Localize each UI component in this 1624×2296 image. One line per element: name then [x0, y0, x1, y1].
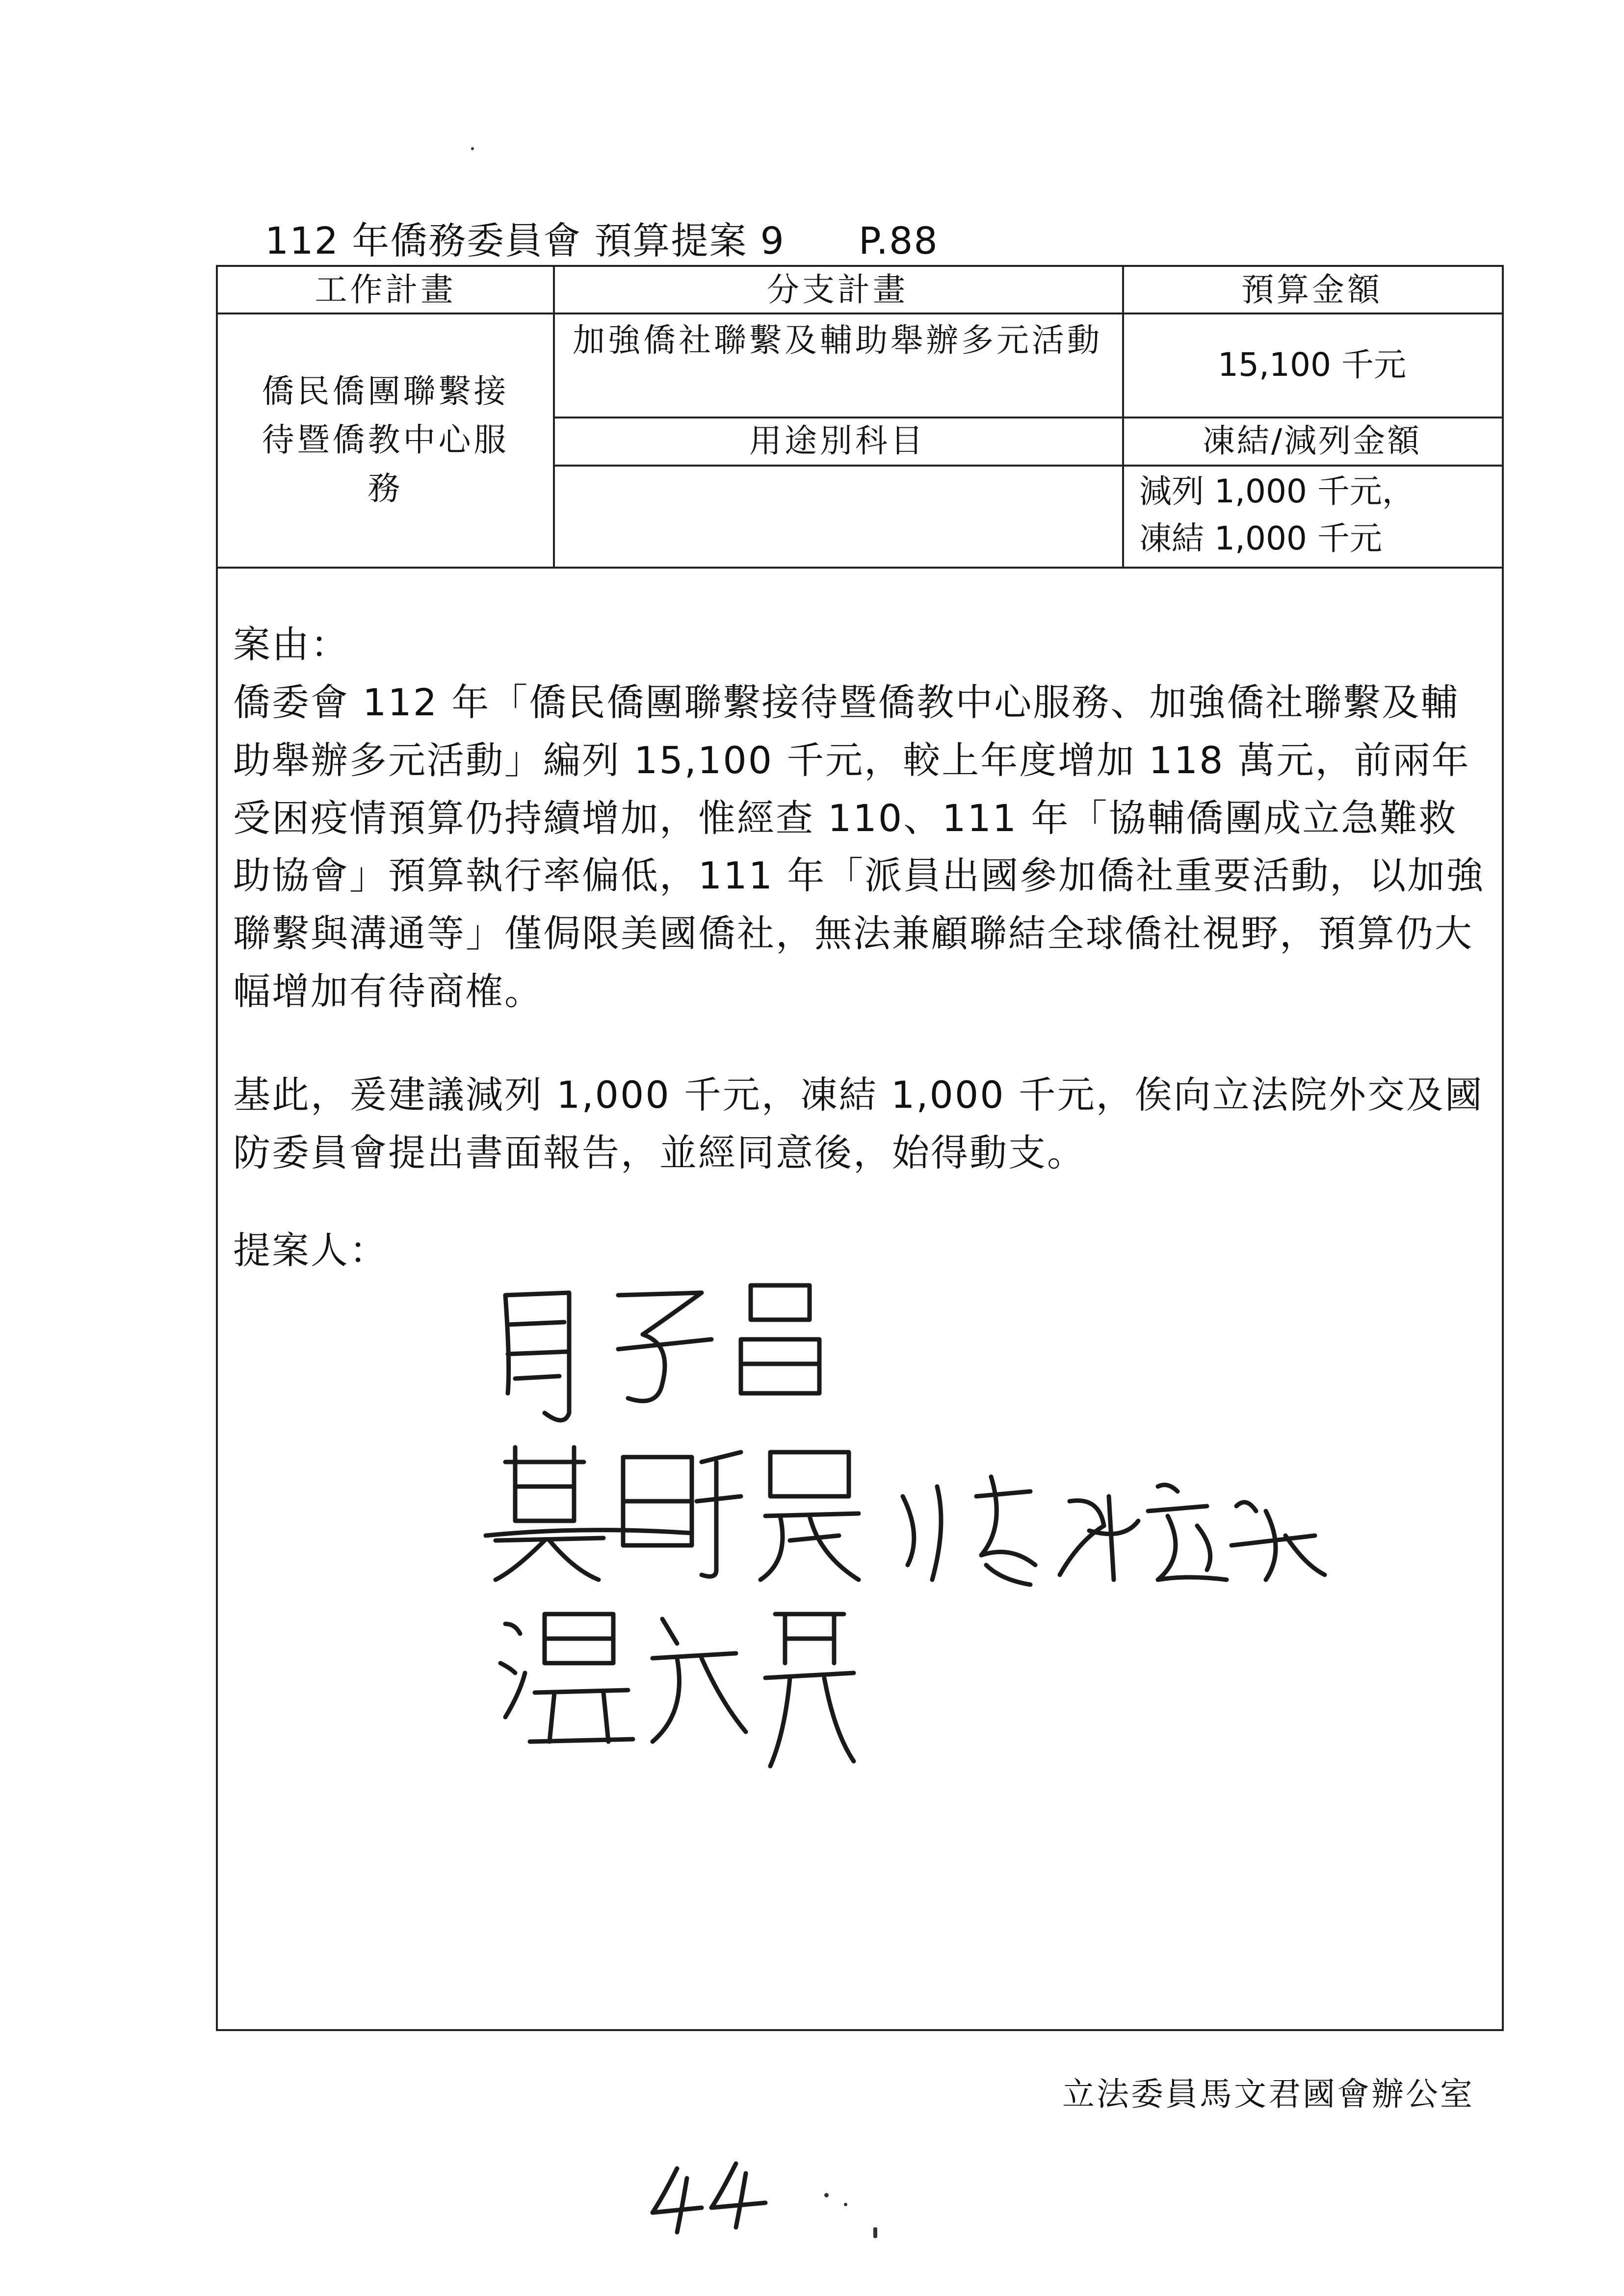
scan-speck [824, 2193, 829, 2197]
header-work-plan: 工作計畫 [314, 271, 456, 309]
scan-speck [873, 2227, 877, 2238]
scan-speck [471, 147, 474, 150]
header-branch-plan: 分支計畫 [767, 271, 908, 309]
budget-amount-value: 15,100 千元 [1218, 345, 1406, 384]
signature-wu-si-huai [486, 1433, 878, 1590]
header-freeze-cut: 凍結/減列金額 [1202, 421, 1422, 460]
freeze-cut-value [1122, 468, 1502, 567]
freeze-cut-line-2: 凍結 1,000 千元 [1139, 519, 1382, 557]
reason-text: 僑委會 112 年「僑民僑團聯繫接待暨僑教中心服務、加強僑社聯繫及輔助舉辦多元活動」編列 15,100 千元，較上年度增加 118 萬元，前兩年受困疫情預算仍持續增加，惟經查 110、111 年「協輔僑團成立急難救助協會」預算執行率偏低，111 年「派員出國參加僑社重要活動，以加強聯繫與溝通等」僅侷限美國僑社，無法兼顧聯結全球僑社視野，預算仍大幅增加有待商榷。 [233, 680, 1485, 1013]
page-reference: P.88 [858, 219, 939, 262]
table-line [218, 567, 1502, 569]
signature-wen-yu-hsia [491, 1594, 873, 1781]
work-plan-value: 僑民僑團聯繫接待暨僑教中心服務 [262, 372, 509, 507]
proposal-header [265, 211, 939, 264]
signature-cheng-tien-tsai [893, 1467, 1335, 1594]
freeze-cut-line-1: 減列 1,000 千元， [1139, 472, 1414, 510]
branch-plan-value: 加強僑社聯繫及輔助舉辦多元活動 [573, 321, 1102, 359]
proposal-text: 基此，爰建議減列 1,000 千元，凍結 1,000 千元，俟向立法院外交及國防委員會提出書面報告，並經同意後，始得動支。 [233, 1073, 1484, 1174]
proposal-title: 112 年僑務委員會 預算提案 9 [265, 219, 785, 262]
signature-ma-wen-chun [496, 1266, 839, 1433]
scan-speck [844, 2203, 847, 2206]
handwritten-page-number [648, 2159, 775, 2242]
usage-item-value [553, 465, 1122, 567]
header-budget-amount: 預算金額 [1241, 271, 1383, 309]
office-footer: 立法委員馬文君國會辦公室 [1062, 2075, 1474, 2113]
header-usage-item: 用途別科目 [749, 421, 926, 460]
proposer-label: 提案人： [233, 1228, 388, 1272]
reason-label: 案由： [233, 623, 349, 666]
